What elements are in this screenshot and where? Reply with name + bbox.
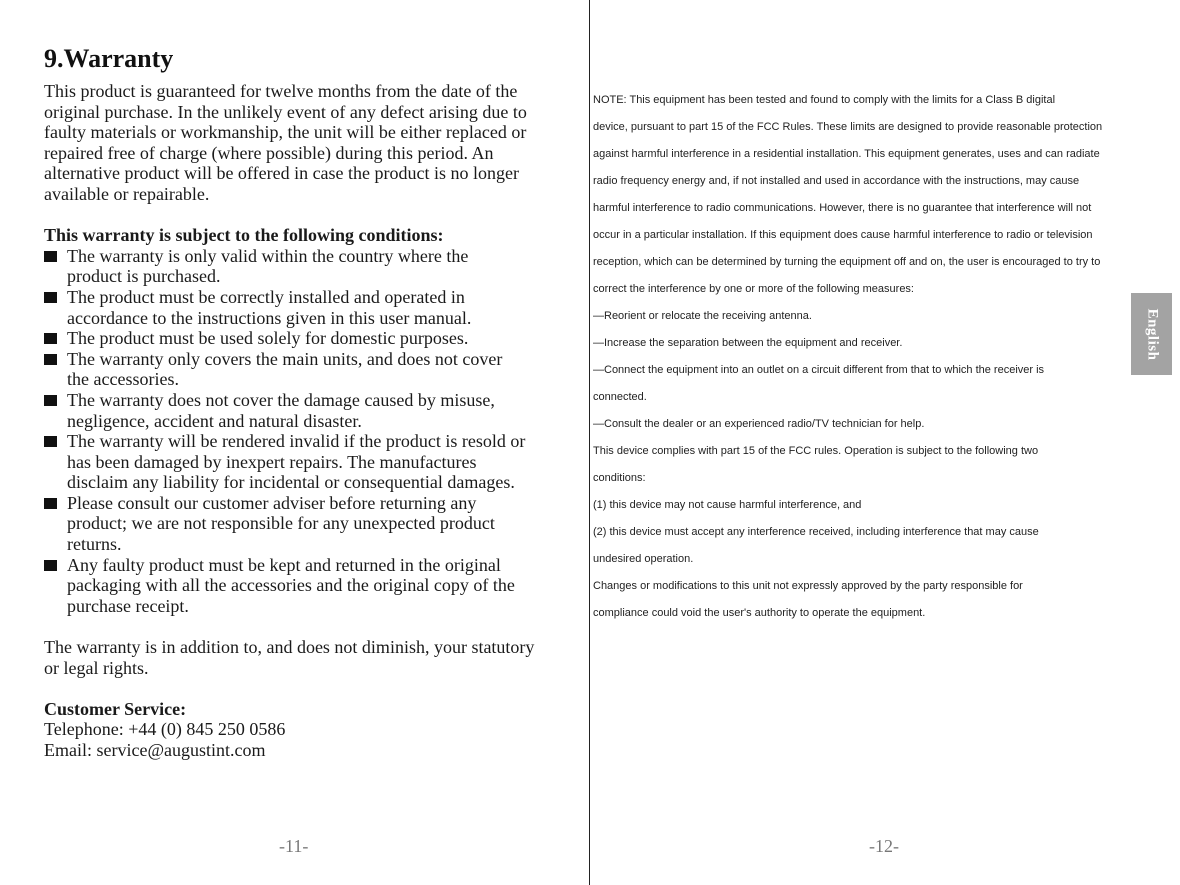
statutory-rights-note <box>44 637 564 678</box>
fcc-line: —Connect the equipment into an outlet on a circuit different from that to which the receiver is <box>593 364 1045 376</box>
square-bullet-icon <box>44 251 57 262</box>
condition-item: The warranty only covers the main units, and does not cover the accessories. <box>44 349 537 390</box>
square-bullet-icon <box>44 560 57 571</box>
page-number-left: -11- <box>279 836 309 856</box>
left-page <box>44 42 564 761</box>
page-number-right: -12- <box>869 836 899 856</box>
condition-item: The product must be correctly installed and operated in accordance to the instructions given in this user manual. <box>44 287 537 328</box>
square-bullet-icon <box>44 354 57 365</box>
conditions-list <box>44 246 564 617</box>
fcc-line: (2) this device must accept any interference received, including interference that may cause <box>593 526 1039 538</box>
intro-line: available or repairable. <box>44 183 210 204</box>
condition-item: The warranty does not cover the damage caused by misuse, negligence, accident and natural disaster. <box>44 390 537 431</box>
condition-item: The warranty is only valid within the country where the product is purchased. <box>44 246 537 287</box>
fcc-line: radio frequency energy and, if not installed and used in accordance with the instructions, may cause <box>593 175 1080 187</box>
fcc-line: harmful interference to radio communications. However, there is no guarantee that interference will not <box>593 202 1092 214</box>
fcc-line: undesired operation. <box>593 553 694 565</box>
right-page <box>593 87 1178 627</box>
square-bullet-icon <box>44 498 57 509</box>
condition-item: Please consult our customer adviser before returning any product; we are not responsible for any unexpected product returns. <box>44 493 537 555</box>
fcc-line: —Increase the separation between the equipment and receiver. <box>593 337 903 349</box>
condition-item: Any faulty product must be kept and returned in the original packaging with all the accessories and the original copy of the purchase receipt. <box>44 555 537 617</box>
fcc-line: connected. <box>593 391 647 403</box>
condition-item: The warranty will be rendered invalid if the product is resold or has been damaged by inexpert repairs. The manufactures disclaim any liability for incidental or consequential damages. <box>44 431 537 493</box>
square-bullet-icon <box>44 333 57 344</box>
fcc-line: compliance could void the user's authority to operate the equipment. <box>593 607 926 619</box>
fcc-line: Changes or modifications to this unit not expressly approved by the party responsible for <box>593 580 1023 592</box>
intro-line: alternative product will be offered in case the product is no longer <box>44 163 520 184</box>
intro-line: faulty materials or workmanship, the unit will be either replaced or <box>44 122 527 143</box>
square-bullet-icon <box>44 395 57 406</box>
intro-line: repaired free of charge (where possible) during this period. An <box>44 142 494 163</box>
condition-item: The product must be used solely for domestic purposes. <box>44 328 537 349</box>
customer-service-heading: Customer Service: <box>44 698 187 719</box>
page-divider <box>589 0 590 885</box>
warranty-intro <box>44 81 544 205</box>
fcc-line: reception, which can be determined by turning the equipment off and on, the user is encouraged to try to <box>593 256 1101 268</box>
customer-service-email: Email: service@augustint.com <box>44 740 266 760</box>
square-bullet-icon <box>44 292 57 303</box>
fcc-line: NOTE: This equipment has been tested and found to comply with the limits for a Class B digital <box>593 94 1056 106</box>
fcc-line: correct the interference by one or more of the following measures: <box>593 283 914 295</box>
fcc-line: device, pursuant to part 15 of the FCC Rules. These limits are designed to provide reasonable protection <box>593 121 1103 133</box>
statutory-line: or legal rights. <box>44 657 149 678</box>
fcc-line: occur in a particular installation. If this equipment does cause harmful interference to radio or television <box>593 229 1093 241</box>
statutory-line: The warranty is in addition to, and does not diminish, your statutory <box>44 637 535 658</box>
language-tab <box>1131 293 1172 375</box>
fcc-line: This device complies with part 15 of the FCC rules. Operation is subject to the following two <box>593 445 1039 457</box>
fcc-line: conditions: <box>593 472 646 484</box>
customer-service <box>44 699 564 761</box>
square-bullet-icon <box>44 436 57 447</box>
intro-line: This product is guaranteed for twelve months from the date of the <box>44 81 518 101</box>
customer-service-telephone: Telephone: +44 (0) 845 250 0586 <box>44 719 286 740</box>
conditions-heading: This warranty is subject to the following conditions: <box>44 225 444 246</box>
language-tab-label: English <box>1144 308 1160 360</box>
fcc-line: against harmful interference in a residential installation. This equipment generates, uses and can radiate <box>593 148 1100 160</box>
page-title: 9.Warranty <box>44 44 174 73</box>
intro-line: original purchase. In the unlikely event of any defect arising due to <box>44 101 527 122</box>
fcc-line: (1) this device may not cause harmful interference, and <box>593 499 862 511</box>
fcc-line: —Consult the dealer or an experienced radio/TV technician for help. <box>593 418 925 430</box>
fcc-line: —Reorient or relocate the receiving antenna. <box>593 310 812 322</box>
